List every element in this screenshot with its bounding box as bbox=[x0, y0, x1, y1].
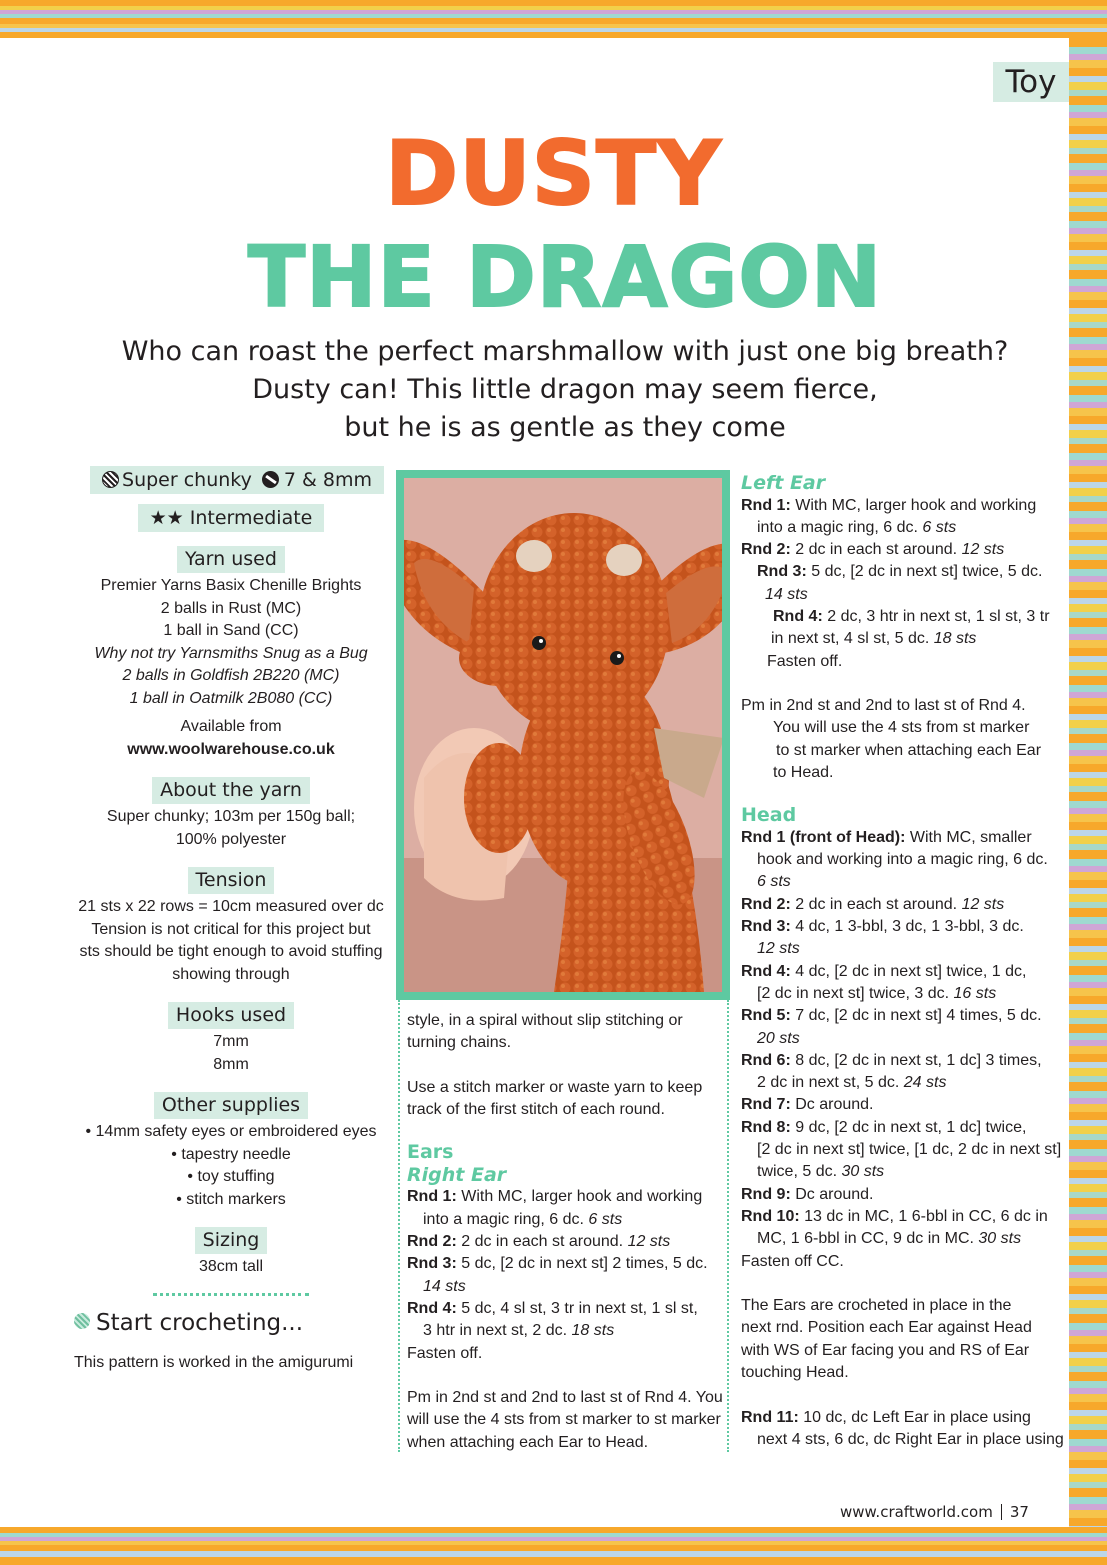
round-text: 5 dc, [2 dc in next st] 2 times, 5 dc. bbox=[456, 1255, 708, 1273]
body-text: with WS of Ear facing you and RS of Ear bbox=[741, 1341, 1030, 1359]
round-instruction bbox=[741, 628, 1067, 650]
round-text: MC, 1 6-bbl in CC, 9 dc in MC. bbox=[757, 1230, 979, 1248]
star-icon: ★★ bbox=[149, 507, 184, 529]
body-text: Use a stitch marker or waste yarn to keep bbox=[407, 1078, 703, 1096]
stitch-count: 14 sts bbox=[765, 585, 808, 603]
round-text: in next st, 4 sl st, 5 dc. bbox=[771, 630, 934, 648]
round-instruction bbox=[741, 827, 1067, 849]
round-label: Rnd 2: bbox=[407, 1233, 457, 1251]
body-text: touching Head. bbox=[741, 1363, 849, 1381]
footer-separator bbox=[1001, 1504, 1002, 1520]
round-instruction bbox=[741, 1050, 1067, 1072]
left-ear-heading: Left Ear bbox=[741, 472, 826, 494]
body-text: to Head. bbox=[773, 764, 834, 782]
supply-item: • toy stuffing bbox=[187, 1168, 275, 1185]
round-label: Rnd 5: bbox=[741, 1007, 791, 1025]
yarn-bullet-icon bbox=[74, 1313, 90, 1329]
round-text: Dc around. bbox=[790, 1096, 874, 1114]
title-line-2: THE DRAGON bbox=[247, 228, 883, 326]
yarn-weight-badge bbox=[90, 466, 384, 494]
section-heading: Other supplies bbox=[154, 1092, 308, 1119]
supply-item: • tapestry needle bbox=[171, 1145, 291, 1163]
round-text: 2 dc in each st around. bbox=[790, 541, 962, 559]
stitch-count: 18 sts bbox=[571, 1322, 615, 1340]
body-text: next rnd. Position each Ear against Head bbox=[741, 1319, 1032, 1337]
about-line: Super chunky; 103m per 150g ball; bbox=[106, 808, 356, 825]
round-instruction bbox=[741, 871, 1067, 893]
section-heading: About the yarn bbox=[152, 777, 310, 804]
round-text: into a magic ring, 6 dc. bbox=[757, 518, 923, 536]
round-instruction: [2 dc in next st] twice, [1 dc, 2 dc in next st] bbox=[757, 1141, 1062, 1159]
yarn-alt-line: 2 balls in Goldfish 2B220 (MC) bbox=[122, 667, 340, 684]
body-text: style, in a spiral without slip stitching or bbox=[407, 1012, 683, 1029]
page-number: 37 bbox=[1009, 1503, 1029, 1521]
stitch-count: 30 sts bbox=[841, 1163, 885, 1181]
supply-item: • 14mm safety eyes or embroidered eyes bbox=[85, 1123, 377, 1140]
round-instruction bbox=[741, 938, 1067, 960]
round-label: Rnd 8: bbox=[741, 1118, 791, 1136]
yarn-ball-icon bbox=[102, 471, 119, 488]
round-instruction bbox=[741, 983, 1067, 1005]
round-text: 8 dc, [2 dc in next st, 1 dc] 3 times, bbox=[790, 1051, 1042, 1069]
stitch-count: 6 sts bbox=[757, 873, 791, 891]
hook-size: 7 & 8mm bbox=[283, 469, 372, 491]
round-instruction bbox=[407, 1209, 725, 1231]
round-instruction bbox=[407, 1298, 725, 1320]
round-instruction bbox=[741, 584, 1067, 606]
hook-line: 8mm bbox=[213, 1055, 249, 1073]
intro-standfirst bbox=[60, 333, 1070, 447]
round-instruction bbox=[741, 894, 1067, 916]
supplies-section bbox=[66, 1092, 396, 1211]
right-ear-heading: Right Ear bbox=[407, 1163, 507, 1186]
about-line: 100% polyester bbox=[175, 830, 287, 848]
round-instruction bbox=[407, 1320, 725, 1342]
right-column bbox=[741, 472, 1067, 1451]
round-label: Rnd 3: bbox=[407, 1255, 457, 1273]
tension-line: Tension is not critical for this project but bbox=[91, 920, 371, 938]
middle-column bbox=[407, 1010, 725, 1454]
body-text: track of the first stitch of each round. bbox=[407, 1101, 665, 1119]
round-label: Rnd 4: bbox=[741, 962, 791, 980]
yarn-used-section bbox=[66, 546, 396, 761]
round-instruction: hook and working into a magic ring, 6 dc. bbox=[757, 851, 1048, 869]
footer-site[interactable]: www.craftworld.com bbox=[840, 1503, 993, 1521]
yarn-alt-line: 1 ball in Oatmilk 2B080 (CC) bbox=[129, 689, 333, 707]
round-text: 3 htr in next st, 2 dc. bbox=[423, 1322, 572, 1340]
round-text: 2 dc in each st around. bbox=[456, 1233, 628, 1251]
hooks-section bbox=[66, 1002, 396, 1076]
round-text: With MC, larger hook and working bbox=[456, 1188, 703, 1206]
body-text: Fasten off. bbox=[767, 652, 843, 670]
round-instruction: next 4 sts, 6 dc, dc Right Ear in place using bbox=[757, 1430, 1064, 1448]
round-instruction bbox=[741, 539, 1067, 561]
body-text: turning chains. bbox=[407, 1034, 512, 1052]
decorative-stripes-top bbox=[0, 0, 1107, 38]
yarn-line: Premier Yarns Basix Chenille Brights bbox=[100, 577, 362, 594]
stitch-count: 30 sts bbox=[978, 1230, 1022, 1248]
sizing-value: 38cm tall bbox=[198, 1258, 264, 1275]
round-label: Rnd 11: bbox=[741, 1408, 799, 1426]
round-instruction bbox=[741, 1206, 1067, 1228]
round-instruction bbox=[741, 1005, 1067, 1027]
decorative-stripes-bottom bbox=[0, 1527, 1107, 1565]
category-tag: Toy bbox=[993, 62, 1069, 102]
round-text: 10 dc, dc Left Ear in place using bbox=[798, 1408, 1031, 1426]
round-label: Rnd 9: bbox=[741, 1185, 791, 1203]
intro-line: Who can roast the perfect marshmallow with just one big breath? bbox=[121, 336, 1009, 367]
round-text: twice, 5 dc. bbox=[757, 1163, 842, 1181]
stitch-count: 12 sts bbox=[961, 541, 1005, 559]
round-text: 2 dc in next st, 5 dc. bbox=[757, 1074, 904, 1092]
round-label: Rnd 1: bbox=[741, 496, 791, 514]
body-text: Pm in 2nd st and 2nd to last st of Rnd 4. bbox=[741, 697, 1026, 715]
stitch-count: 12 sts bbox=[757, 940, 800, 958]
round-instruction bbox=[741, 1184, 1067, 1206]
round-label: Rnd 1 (front of Head): bbox=[741, 828, 906, 846]
section-heading: Hooks used bbox=[168, 1002, 294, 1029]
round-instruction bbox=[741, 1161, 1067, 1183]
round-instruction bbox=[741, 517, 1067, 539]
stitch-count: 6 sts bbox=[922, 518, 957, 536]
round-text: With MC, smaller bbox=[905, 828, 1032, 846]
page-footer bbox=[840, 1503, 1029, 1521]
divider bbox=[153, 1293, 309, 1296]
stitch-count: 16 sts bbox=[953, 984, 997, 1002]
round-instruction bbox=[741, 916, 1067, 938]
body-text: Fasten off. bbox=[407, 1344, 483, 1362]
body-text: The Ears are crocheted in place in the bbox=[741, 1297, 1012, 1315]
dragon-illustration bbox=[404, 478, 722, 992]
about-yarn-section bbox=[66, 777, 396, 851]
dragon-photo bbox=[404, 478, 722, 992]
body-text: to st marker when attaching each Ear bbox=[776, 741, 1042, 759]
stitch-count: 24 sts bbox=[903, 1074, 947, 1092]
section-heading: Tension bbox=[188, 867, 275, 894]
supply-item: • stitch markers bbox=[176, 1190, 286, 1208]
column-divider bbox=[398, 1000, 400, 1452]
round-instruction bbox=[741, 1407, 1067, 1429]
body-text: Pm in 2nd st and 2nd to last st of Rnd 4. You bbox=[407, 1389, 723, 1407]
round-text: 5 dc, 4 sl st, 3 tr in next st, 1 sl st, bbox=[456, 1299, 698, 1317]
round-instruction bbox=[741, 561, 1067, 583]
round-label: Rnd 7: bbox=[741, 1096, 791, 1114]
round-instruction bbox=[741, 1228, 1067, 1250]
round-label: Rnd 1: bbox=[407, 1188, 457, 1206]
section-heading: Sizing bbox=[195, 1227, 268, 1254]
body-text: You will use the 4 sts from st marker bbox=[773, 719, 1030, 737]
round-text: 4 dc, [2 dc in next st] twice, 1 dc, bbox=[790, 962, 1027, 980]
difficulty-label: Intermediate bbox=[189, 507, 313, 529]
difficulty-badge bbox=[138, 504, 325, 532]
available-from: Available from bbox=[180, 718, 282, 735]
round-instruction bbox=[741, 1117, 1067, 1139]
hook-line: 7mm bbox=[213, 1033, 249, 1050]
start-heading bbox=[66, 1306, 396, 1340]
body-text: when attaching each Ear to Head. bbox=[407, 1433, 649, 1451]
round-label: Rnd 4: bbox=[407, 1299, 457, 1317]
round-label: Rnd 2: bbox=[741, 895, 791, 913]
stitch-count: 12 sts bbox=[961, 895, 1005, 913]
tension-line: 21 sts x 22 rows = 10cm measured over dc bbox=[78, 898, 384, 915]
start-text: This pattern is worked in the amigurumi bbox=[74, 1353, 354, 1371]
stitch-count: 20 sts bbox=[757, 1029, 800, 1047]
round-instruction bbox=[741, 961, 1067, 983]
round-text: 7 dc, [2 dc in next st] 4 times, 5 dc. bbox=[790, 1007, 1042, 1025]
round-text: 2 dc, 3 htr in next st, 1 sl st, 3 tr bbox=[822, 607, 1050, 625]
stitch-count: 18 sts bbox=[933, 630, 977, 648]
column-divider bbox=[727, 1000, 729, 1452]
start-heading-text: Start crocheting... bbox=[96, 1309, 304, 1336]
round-label: Rnd 3: bbox=[741, 918, 791, 936]
round-instruction bbox=[407, 1253, 725, 1275]
round-text: 13 dc in MC, 1 6-bbl in CC, 6 dc in bbox=[799, 1207, 1048, 1225]
pattern-info-sidebar bbox=[66, 466, 396, 1374]
tension-line: sts should be tight enough to avoid stuffing bbox=[79, 943, 383, 960]
tension-line: showing through bbox=[172, 965, 290, 983]
yarn-alt-line: Why not try Yarnsmiths Snug as a Bug bbox=[94, 644, 368, 662]
section-heading: Yarn used bbox=[177, 546, 285, 573]
round-text: [2 dc in next st] twice, 3 dc. bbox=[757, 984, 954, 1002]
round-label: Rnd 10: bbox=[741, 1207, 800, 1225]
round-instruction bbox=[741, 1072, 1067, 1094]
round-text: With MC, larger hook and working bbox=[790, 496, 1037, 514]
body-text: will use the 4 sts from st marker to st marker bbox=[407, 1411, 721, 1429]
intro-line: but he is as gentle as they come bbox=[344, 412, 786, 443]
round-instruction bbox=[741, 1094, 1067, 1116]
tension-section bbox=[66, 867, 396, 986]
round-instruction bbox=[407, 1186, 725, 1208]
round-text: 2 dc in each st around. bbox=[790, 895, 962, 913]
round-instruction bbox=[741, 1028, 1067, 1050]
round-label: Rnd 4: bbox=[773, 607, 823, 625]
hook-icon bbox=[262, 471, 279, 488]
round-text: 9 dc, [2 dc in next st, 1 dc] twice, bbox=[790, 1118, 1027, 1136]
intro-line: Dusty can! This little dragon may seem fierce, bbox=[252, 374, 878, 405]
yarn-line: 2 balls in Rust (MC) bbox=[160, 599, 302, 617]
round-instruction bbox=[407, 1231, 725, 1253]
title-line-1: DUSTY bbox=[385, 122, 722, 225]
round-label: Rnd 3: bbox=[757, 563, 807, 581]
head-heading: Head bbox=[741, 804, 797, 827]
round-label: Rnd 2: bbox=[741, 541, 791, 559]
supplier-link[interactable]: www.woolwarehouse.co.uk bbox=[127, 740, 335, 758]
sizing-section bbox=[66, 1227, 396, 1279]
round-text: Dc around. bbox=[790, 1185, 874, 1203]
photo-frame bbox=[396, 470, 730, 1000]
body-text: Fasten off CC. bbox=[741, 1252, 844, 1270]
round-text: into a magic ring, 6 dc. bbox=[423, 1210, 589, 1228]
ears-heading: Ears bbox=[407, 1141, 454, 1164]
stitch-count: 14 sts bbox=[423, 1277, 466, 1295]
round-text: 4 dc, 1 3-bbl, 3 dc, 1 3-bbl, 3 dc. bbox=[790, 918, 1024, 936]
round-text: 5 dc, [2 dc in next st] twice, 5 dc. bbox=[806, 563, 1043, 581]
stitch-count: 6 sts bbox=[588, 1210, 623, 1228]
round-instruction bbox=[741, 495, 1067, 517]
yarn-weight: Super chunky bbox=[122, 469, 252, 491]
round-label: Rnd 6: bbox=[741, 1051, 791, 1069]
round-instruction bbox=[741, 606, 1067, 628]
yarn-line: 1 ball in Sand (CC) bbox=[163, 622, 299, 639]
stitch-count: 12 sts bbox=[627, 1233, 671, 1251]
round-instruction bbox=[407, 1276, 725, 1298]
